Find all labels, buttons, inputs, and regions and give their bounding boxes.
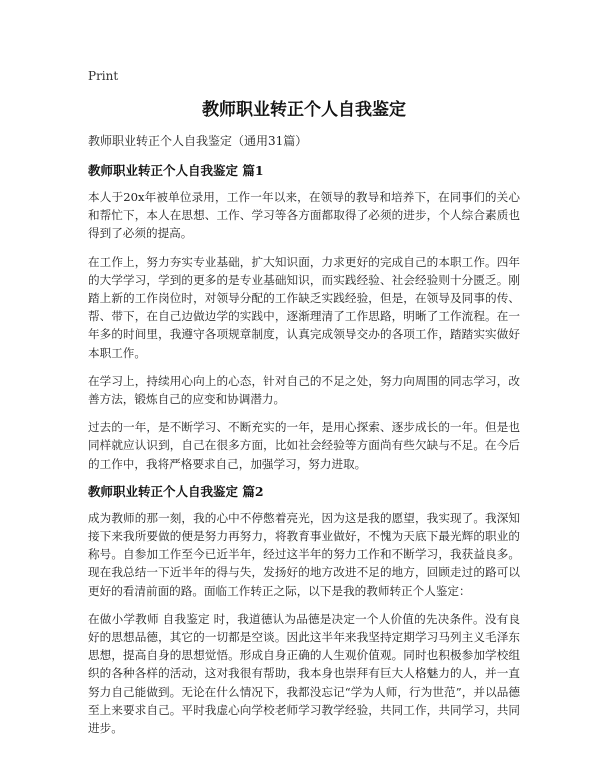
document-title: 教师职业转正个人自我鉴定 <box>202 100 406 120</box>
document-subtitle: 教师职业转正个人自我鉴定（通用31篇） <box>88 134 308 148</box>
print-label[interactable]: Print <box>88 69 119 83</box>
section-heading: 教师职业转正个人自我鉴定 篇1 <box>88 163 264 178</box>
paragraph: 在工作上，努力夯实专业基础，扩大知识面，力求更好的完成自己的本职工作。四年的大学学习，学到的更多的是专业基础知识，而实践经验、社会经验则十分匮乏。刚踏上新的工作岗位时，对领导分配的工作缺乏实践经验，但是，在领导及同事的传、帮、带下，在自己边做边学的实践中，逐渐理清了工作思路，明晰了工作流程。在一年多的时间里，我遵守各项规章制度，认真完成领导交办的各项工作，踏踏实实做好本职工作。 <box>88 254 520 360</box>
section-heading: 教师职业转正个人自我鉴定 篇2 <box>88 483 264 499</box>
paragraph: 本人于20x年被单位录用，工作一年以来，在领导的教导和培养下，在同事们的关心和帮忙下，本人在思想、工作、学习等各方面都取得了必须的进步，个人综合素质也得到了必须的提高。 <box>88 190 520 241</box>
paragraph: 过去的一年，是不断学习、不断充实的一年，是用心探索、逐步成长的一年。但是也同样就应认识到，自己在很多方面，比如社会经验等方面尚有些欠缺与不足。在今后的工作中，我将严格要求自己，加强学习，努力进取。 <box>88 420 520 471</box>
paragraph: 成为教师的那一刻，我的心中不停憋着亮光，因为这是我的愿望，我实现了。我深知接下来我所要做的便是努力再努力，将教育事业做好，不愧为天底下最光辉的职业的称号。自参加工作至今已近半年，经过这半年的努力工作和不断学习，我获益良多。现在我总结一下近半年的得与失，发扬好的地方改进不足的地方，回顾走过的路可以更好的看清前面的路。面临工作转正之际，以下是我的教师转正个人鉴定： <box>88 510 520 598</box>
section-2 <box>88 483 520 737</box>
document-page <box>88 68 520 747</box>
section-1 <box>88 162 520 473</box>
paragraph: 在学习上，持续用心向上的心态，针对自己的不足之处，努力向周围的同志学习，改善方法，锻炼自己的应变和协调潜力。 <box>88 373 520 407</box>
paragraph: 在做小学教师 自我鉴定 时，我道德认为品德是决定一个人价值的先决条件。没有良好的思想品德，其它的一切都是空谈。因此这半年来我坚持定期学习马列主义毛泽东思想，提高自身的思想觉悟。形成自身正确的人生观价值观。同时也积极参加学校组织的各种各样的活动，这对我很有帮助，我本身也崇拜有巨大人格魅力的人，并一直努力自己能做到。无论在什么情况下，我都没忘记“学为人师，行为世范”，并以品德至上来要求自己。平时我虚心向学校老师学习教学经验，共同工作，共同学习，共同进步。 <box>88 611 520 736</box>
